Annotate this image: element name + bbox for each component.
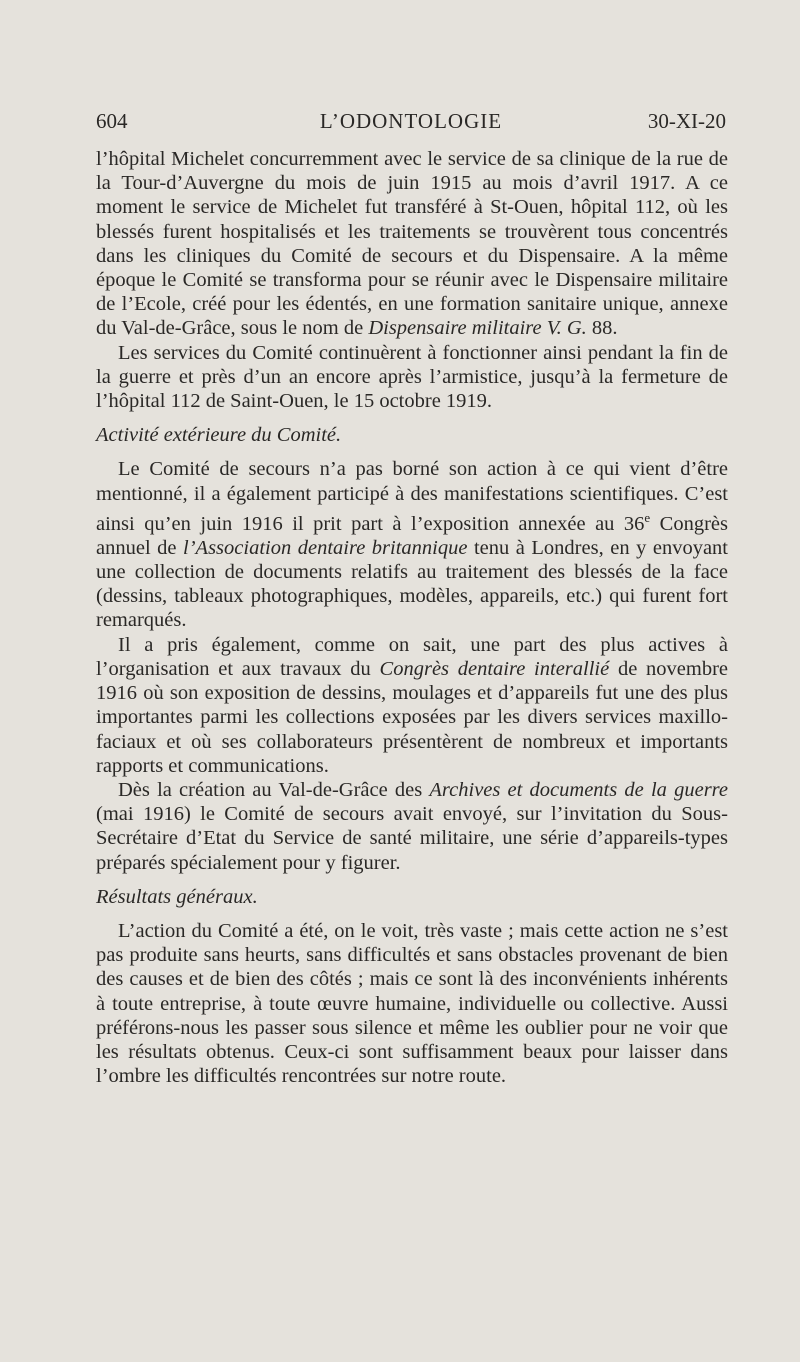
body-text: [96, 147, 728, 1088]
paragraph-4: Il a pris également, comme on sait, une part des plus actives à l’organisation et aux travaux du Congrès dentaire interallié de novembre 1916 où son exposition de dessins, moulages et d’appareils fut une des plus importantes parmi les collections exposées par les divers services maxillo-faciaux et où ses collaborateurs présentèrent de nombreux et importants rapports et communications.: [96, 633, 729, 777]
paragraph-1: l’hôpital Michelet concurremment avec le service de sa clinique de la rue de la Tour-d’Auvergne du mois de juin 1915 au mois d’avril 1917. A ce moment le service de Michelet fut transféré à St-Ouen, hôpital 112, où les blessés furent hospitalisés et les traitements se trouvèrent tous concentrés dans les cliniques du Comité de secours et du Dispensaire. A la même époque le Comité se transforma pour se réunir avec le Dispensaire militaire de l’Ecole, créé pour les édentés, en une formation sanitaire unique, annexe du Val-de-Grâce, sous le nom de Dispensaire militaire V. G. 88.: [96, 148, 728, 340]
issue-date: 30-XI-20: [647, 109, 726, 133]
section-title-activite: Activité extérieure du Comité.: [96, 424, 342, 447]
journal-title: L’ODONTOLOGIE: [319, 109, 503, 133]
paragraph-2: Les services du Comité continuèrent à fonctionner ainsi pendant la fin de la guerre et près d’un an encore après l’armistice, jusqu’à la fermeture de l’hôpital 112 de Saint-Ouen, le 15 octobre 1919.: [96, 341, 728, 413]
paragraph-6: L’action du Comité a été, on le voit, très vaste ; mais cette action ne s’est pas produite sans heurts, sans difficultés et sans obstacles provenant de bien des causes et de bien des côtés ; mais ce sont là des inconvénients inhérents à toute entreprise, à toute œuvre humaine, individuelle ou collective. Aussi préférons-nous les passer sous silence et même les oublier pour ne voir que les résultats obtenus. Ceux-ci sont suffisamment beaux pour laisser dans l’ombre les difficultés rencontrées sur notre route.: [96, 919, 728, 1088]
paragraph-5: Dès la création au Val-de-Grâce des Archives et documents de la guerre (mai 1916) le Comité de secours avait envoyé, sur l’invitation du Sous-Secrétaire d’Etat du Service de santé militaire, une série d’appareils-types préparés spécialement pour y figurer.: [96, 778, 728, 874]
running-header: [96, 109, 726, 139]
paragraph-3: Le Comité de secours n’a pas borné son action à ce qui vient d’être mentionné, il a également participé à des manifestations scientifiques. C’est ainsi qu’en juin 1916 il prit part à l’exposition annexée au 36e Congrès annuel de l’Association dentaire britannique tenu à Londres, en y envoyant une collection de documents relatifs au traitement des blessés de la face (dessins, tableaux photographiques, modèles, appareils, etc.) qui furent fort remarqués.: [96, 458, 729, 632]
section-title-resultats: Résultats généraux.: [96, 885, 258, 908]
page-number: 604: [96, 109, 128, 133]
